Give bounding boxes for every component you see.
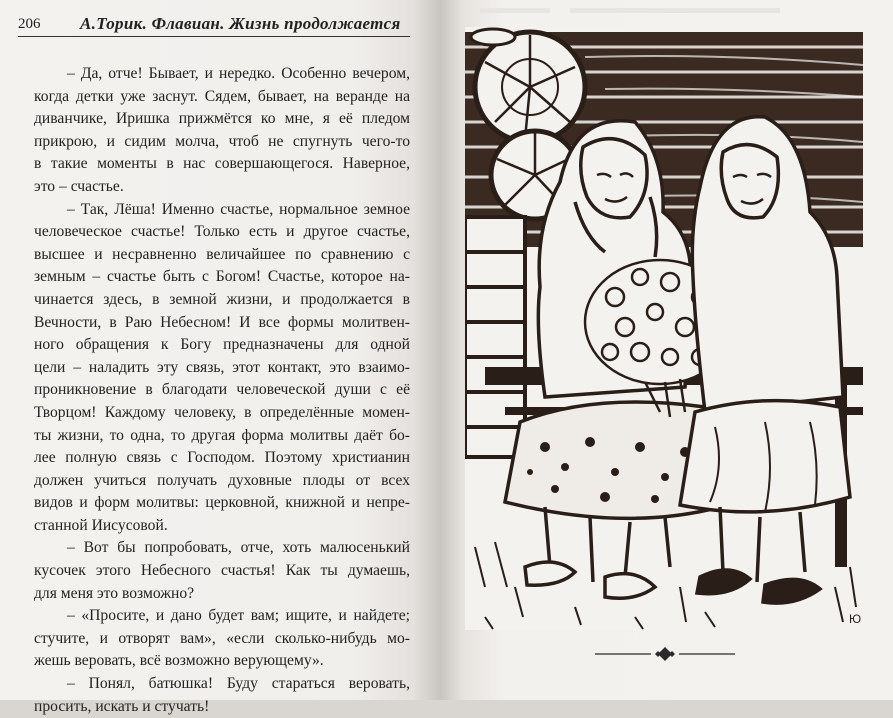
text-line: лее полную связь с Господом. Поэтому христианин <box>34 449 410 467</box>
text-line: должен учиться получать духовные плоды от всех <box>34 471 410 489</box>
text-line: – Да, отче! Бывает, и нередко. Особенно вечером, <box>67 65 410 82</box>
body-text <box>34 63 410 718</box>
text-line: – Вот бы попробовать, отче, хоть малюсенький <box>67 539 410 557</box>
text-line: видов и форм молитвы: церковной, книжной и непре- <box>34 494 410 512</box>
text-line: высшее и несравненно величайшее по сравнению с <box>34 245 410 263</box>
text-line: человеческое счастье! Только есть и другое счастье, <box>34 223 410 241</box>
text-line: кусочек этого Небесного счастья! Как ты думаешь, <box>34 562 410 580</box>
text-line: диванчике, Иришка прижмётся ко мне, я её пледом <box>34 110 410 128</box>
text-line: Творцом! Каждому человеку, в определённые момен- <box>34 403 410 421</box>
text-line: чинается здесь, в земной жизни, и продолжается в <box>34 290 410 308</box>
text-line: жешь веровать, всё возможно верующему». <box>34 652 324 670</box>
text-line: проникновение в благодати человеческой души с её <box>34 381 410 399</box>
text-line: Вечности, в Раю Небесном! И все формы молитвен- <box>34 313 410 331</box>
text-line: прикрою, и сидим молча, чтоб не спугнуть чего-то <box>34 132 410 150</box>
text-line: станной Иисусовой. <box>34 516 168 534</box>
text-line: для меня это возможно? <box>34 584 195 602</box>
text-line: это – счастье. <box>34 177 124 195</box>
show-through-text <box>480 4 860 18</box>
text-line: в такие моменты в нас совершающегося. Наверное, <box>34 155 410 173</box>
left-page <box>0 0 440 715</box>
text-line: – Так, Лёша! Именно счастье, нормальное земное <box>67 200 410 218</box>
text-line: стучите, и отворят вам», «если сколько-нибудь мо- <box>34 629 410 647</box>
illustration-two-women-on-bench <box>465 27 863 630</box>
text-line: ты жизни, то одна, то другая форма молитвы даёт бо- <box>34 426 410 444</box>
text-line: ного обращения к Богу предназначены для одной <box>34 336 410 354</box>
text-line: – Понял, батюшка! Буду стараться веровать, <box>67 675 410 693</box>
text-line: земным – счастье быть с Богом! Счастье, которое на- <box>34 268 410 286</box>
text-line: когда детки уже заснут. Сядем, бывает, на веранде на <box>34 87 410 105</box>
text-line: просить, искать и стучать! <box>34 697 210 715</box>
right-page <box>440 0 893 700</box>
plank-wall <box>465 217 525 457</box>
running-head-title: А.Торик. Флавиан. Жизнь продолжается <box>80 14 401 33</box>
page-number: 206 <box>18 16 41 32</box>
text-line: цели – наладить эту связь, этот контакт, это взаимо- <box>34 358 410 376</box>
text-line: – «Просите, и дано будет вам; ищите, и найдете; <box>67 607 410 625</box>
diamond-fleuron-icon <box>595 646 735 662</box>
running-head <box>18 10 410 37</box>
artist-monogram: Ю <box>849 612 862 626</box>
